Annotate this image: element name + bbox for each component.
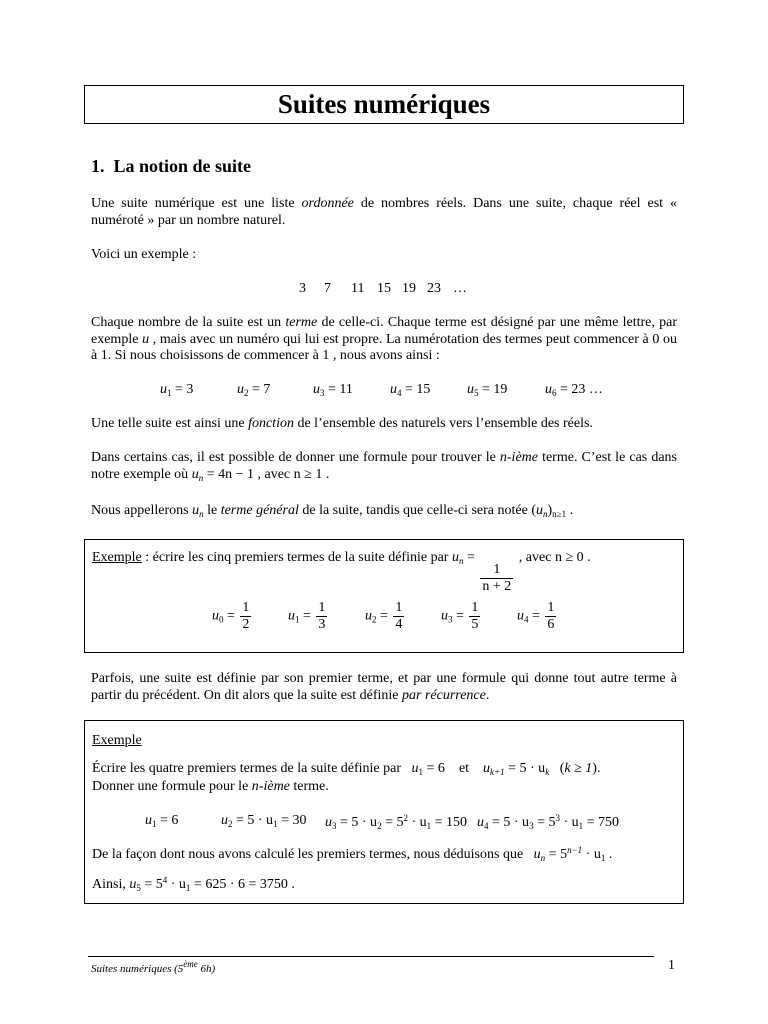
example-box-2 [84, 720, 684, 904]
example-1-statement: Exemple : écrire les cinq premiers termes de la suite définie par $u_n$ = $\frac{1}{n + 2}$ , avec n ≥ 0 . [92, 550, 591, 594]
calc-term: $u_2 = 5 \cdot u_1 = 30$ [221, 813, 307, 829]
example-2-label: Exemple [92, 733, 142, 748]
section-number: 1. [91, 156, 105, 176]
term: $u_4 = 15$ [390, 382, 431, 398]
paragraph-7: Parfois, une suite est définie par son premier terme, et par une formule qui donne tout autre terme à partir du précédent. On dit alors que la suite est définie par récurrence. [91, 671, 677, 703]
footer-title: Suites numériques (5ème 6h) [91, 959, 216, 975]
term: $u_6 = 23$ … [545, 382, 603, 398]
paragraph-6: Nous appellerons $u_n$ le terme général de la suite, tandis que celle-ci sera notée $(u_n)_{n\ge 1}$ . [91, 503, 574, 519]
paragraph-4: Une telle suite est ainsi une fonction de l’ensemble des naturels vers l’ensemble des réels. [91, 416, 593, 431]
example-2-line-2: Donner une formule pour le n-ième terme. [92, 779, 329, 794]
fraction-term: $u_4$ = $\frac{1}{6}$ [517, 600, 555, 632]
fraction-term: $u_0$ = $\frac{1}{2}$ [212, 600, 250, 632]
example-2-line-3: De la façon dont nous avons calculé les premiers termes, nous déduisons que $u_n = 5^{n-1} \cdot u_1$ . [92, 845, 613, 863]
title-box [84, 85, 684, 124]
section-heading [91, 158, 677, 175]
paragraph-1: Une suite numérique est une liste ordonnée de nombres réels. Dans une suite, chaque réel est « numéroté » par un nombre naturel. [91, 196, 677, 228]
example-2-line-4: Ainsi, $u_5 = 5^4 \cdot u_1 = 625 \cdot 6 = 3750$ . [92, 875, 295, 893]
calc-term: $u_3 = 5 \cdot u_2 = 5^2 \cdot u_1 = 150$ [325, 813, 468, 831]
fraction-term: $u_3$ = $\frac{1}{5}$ [441, 600, 479, 632]
footer-rule [88, 956, 654, 957]
section-title: La notion de suite [113, 156, 252, 176]
example-box-1 [84, 539, 684, 653]
paragraph-5: Dans certains cas, il est possible de donner une formule pour trouver le n-ième terme. C’est le cas dans notre exemple où $u_n = 4n - 1$ , avec n ≥ 1 . [91, 450, 677, 483]
calc-term: $u_1 = 6$ [145, 813, 179, 829]
paragraph-3: Chaque nombre de la suite est un terme de celle-ci. Chaque terme est désigné par une même lettre, par exemple u , mais avec un numéro qui lui est propre. La numérotation des termes peut commencer à 0 ou à 1. Si nous choisissons de commencer à 1 , nous avons ainsi : [91, 315, 678, 363]
term: $u_5 = 19$ [467, 382, 508, 398]
fraction-term: $u_1$ = $\frac{1}{3}$ [288, 600, 326, 632]
page-number: 1 [668, 958, 675, 973]
page-title: Suites numériques [277, 89, 491, 119]
fraction-term: $u_2$ = $\frac{1}{4}$ [365, 600, 403, 632]
term: $u_3 = 11$ [313, 382, 353, 398]
term: $u_1 = 3$ [160, 382, 194, 398]
paragraph-2: Voici un exemple : [91, 247, 197, 262]
calc-term: $u_4 = 5 \cdot u_3 = 5^3 \cdot u_1 = 750$ [477, 813, 620, 831]
document-page: Suites numériques 1. La notion de suite Une suite numérique est une liste ordonnée de nombres réels. Dans une suite, chaque réel est « numéroté » par un nombre naturel. Voici un exemple : 3 7 11 15 19 23 … Chaque nombre de la suite est un terme de celle-ci. Chaque terme est désigné par une même lettre, par exemple u , mais avec un numéro qui lui est propre. La numérotation des termes peut commencer à 0 ou à 1. Si nous choisissons de commencer à 1 , nous avons ainsi : $u_1 = 3$ $u_2 = 7$ $u_3 = 11$ $u_4 = 15$ $u_5 = 19$ $u_6 = 23$ … Une telle suite est ainsi une fonction de l’ensemble des naturels vers l’ensemble des réels. Dans certains cas, il est possible de donner une formule pour trouver le n-ième terme. C’est le cas dans notre exemple où $u_n = 4n - 1$ , avec n ≥ 1 . Nous appellerons $u_n$ le terme général de la suite, tandis que celle-ci sera notée $(u_n)_{n\ge 1}$ . Exemple : écrire les cinq premiers termes de la suite définie par $u_n$ = $\frac{1}{n + 2}$ , avec n ≥ 0 . $u_0$ = $\frac{1}{2}$ $u_1$ = $\frac{1}{3}$ $u_2$ = $\frac{1}{4}$ $u_3$ = $\frac{1}{5}$ $u_4$ = $\frac{1}{6}$ Parfois, une suite est définie par son premier terme, et par une formule qui donne tout autre terme à partir du précédent. On dit alors que la suite est définie par récurrence. Exemple Écrire les quatre premiers termes de la suite définie par $u_1 = 6$ et $u_{k+1} = 5 \cdot u_k$ (k ≥ 1). Donner une formule pour le n-ième terme. $u_1 = 6$ $u_2 = 5 \cdot u_1 = 30$ $u_3 = 5 \cdot u_2 = 5^2 \cdot u_1 = 150$ $u_4 = 5 \cdot u_3 = 5^3 \cdot u_1 = 750$ De la façon dont nous avons calculé les premiers termes, nous déduisons que $u_n = 5^{n-1} \cdot u_1$ . Ainsi, $u_5 = 5^4 \cdot u_1 = 625 \cdot 6 = 3750$ . Suites numériques (5ème 6h) 1 [0, 0, 768, 1024]
example-2-line-1: Écrire les quatre premiers termes de la suite définie par $u_1 = 6$ et $u_{k+1} = 5 \cdot u_k$ (k ≥ 1). [92, 761, 601, 777]
term: $u_2 = 7$ [237, 382, 271, 398]
